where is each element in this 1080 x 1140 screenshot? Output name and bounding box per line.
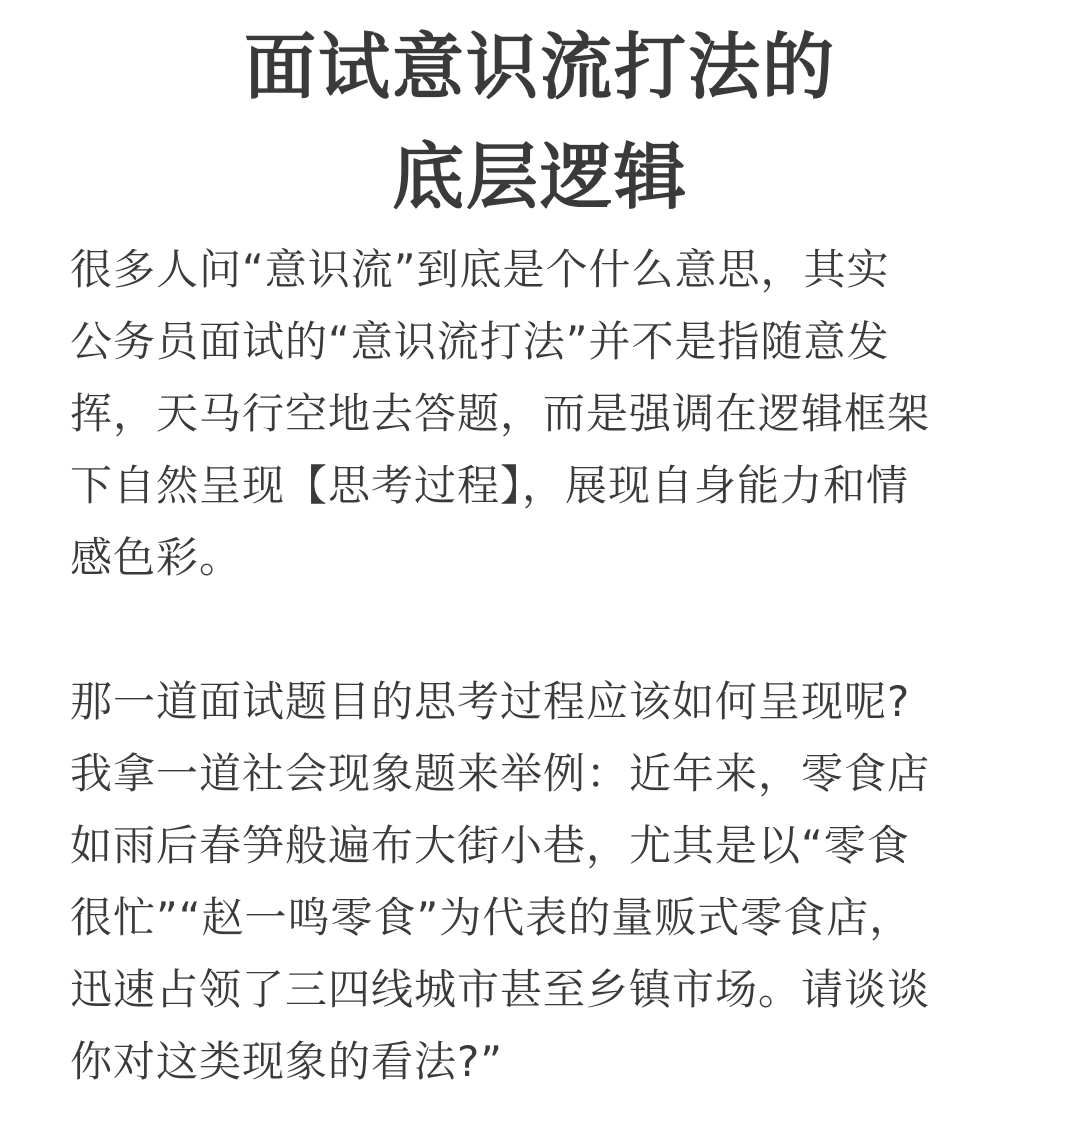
text-line: 你对这类现象的看法?” [70,1037,504,1086]
text-line: 那一道面试题目的思考过程应该如何呈现呢? [70,677,911,726]
paragraph-intro [70,234,1020,594]
paragraph-spacer [70,594,1020,666]
text-line: 公务员面试的“意识流打法”并不是指随意发 [70,317,890,366]
text-line: 挥，天马行空地去答题，而是强调在逻辑框架 [70,389,931,438]
paragraph-example [70,666,1020,1098]
text-line: 迅速占领了三四线城市甚至乡镇市场。请谈谈 [70,965,931,1014]
text-line: 我拿一道社会现象题来举例：近年来，零食店 [70,749,931,798]
text-line: 如雨后春笋般遍布大街小巷，尤其是以“零食 [70,821,910,870]
article-title [0,12,1080,232]
title-line-1: 面试意识流打法的 [243,25,836,109]
text-line: 很多人问“意识流”到底是个什么意思，其实 [70,245,890,294]
text-line: 很忙”“赵一鸣零食”为代表的量贩式零食店， [70,893,913,942]
text-line: 感色彩。 [70,533,243,582]
article-body [70,234,1020,1098]
text-line: 下自然呈现【思考过程】，展现自身能力和情 [70,461,910,510]
title-line-2: 底层逻辑 [391,135,688,219]
